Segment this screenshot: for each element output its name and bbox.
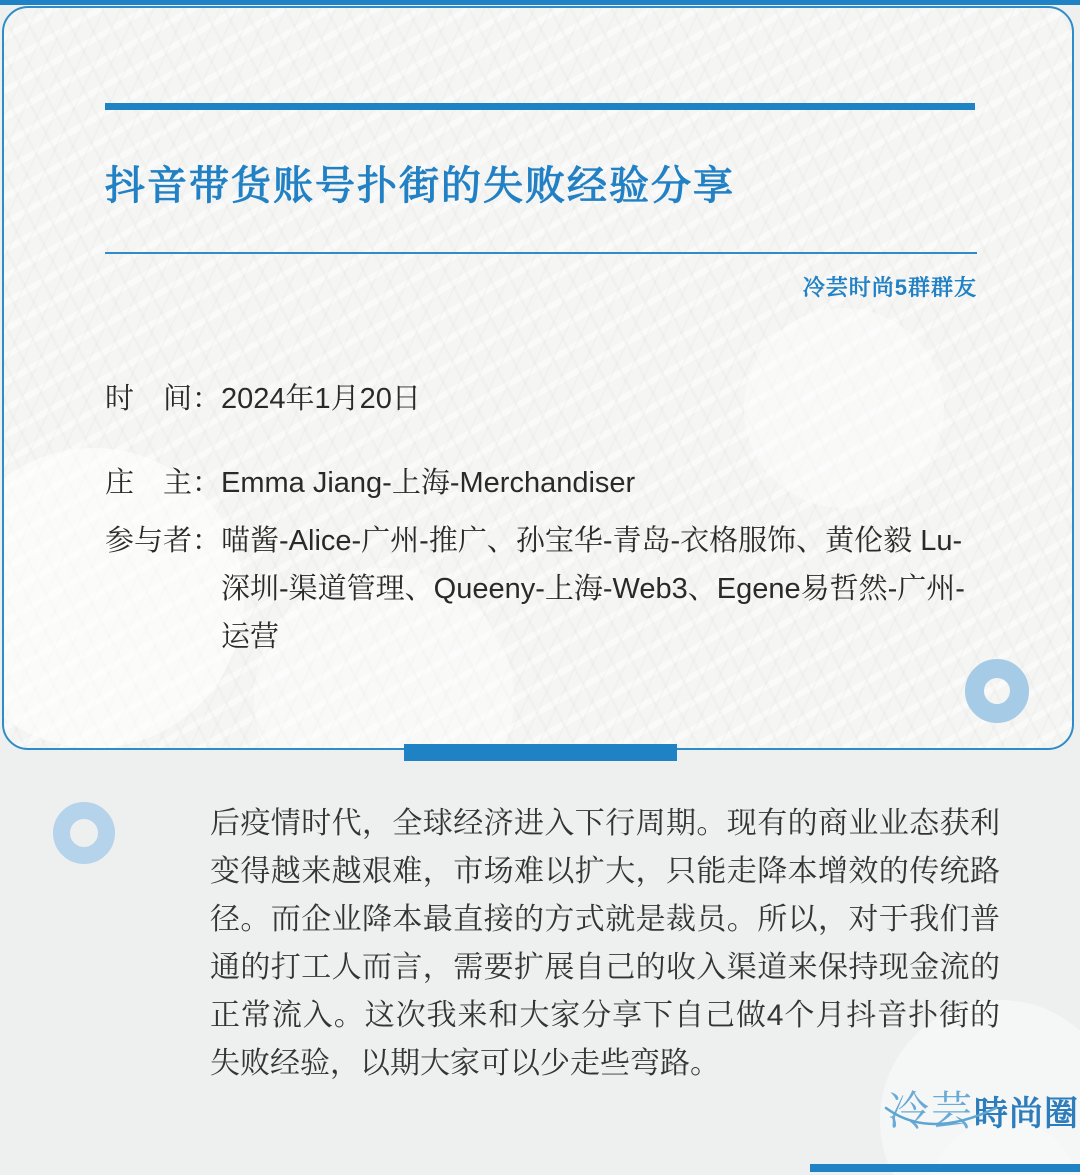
- meta-row-host: [105, 459, 977, 507]
- meta-label-time: 时 间：: [105, 383, 222, 415]
- brand-logo: [888, 1078, 1079, 1137]
- meta-value-host: Emma Jiang-上海-Merchandiser: [221, 467, 636, 499]
- title-bottom-rule: [105, 252, 977, 254]
- top-accent-bar: [0, 0, 1080, 5]
- meta-row-time: [105, 375, 977, 423]
- brand-logo-text-bold: 時尚圈: [974, 1095, 1079, 1133]
- meta-section: [105, 375, 977, 661]
- ring-decoration-left: [53, 802, 115, 864]
- meta-row-participants: [105, 517, 977, 661]
- page-title: 抖音带货账号扑街的失败经验分享: [105, 164, 735, 208]
- ring-decoration-right: [965, 659, 1029, 723]
- bottom-accent-bar: [810, 1164, 1080, 1172]
- title-top-rule: [105, 103, 975, 110]
- card-bottom-divider: [404, 744, 677, 761]
- meta-value-time: 2024年1月20日: [221, 383, 421, 415]
- meta-label-participants: 参与者：: [105, 525, 222, 557]
- header-card: [2, 6, 1074, 750]
- intro-paragraph: 后疫情时代，全球经济进入下行周期。现有的商业业态获利变得越来越艰难，市场难以扩大，只能走降本增效的传统路径。而企业降本最直接的方式就是裁员。所以，对于我们普通的打工人而言，需要扩展自己的收入渠道来保持现金流的正常流入。这次我来和大家分享下自己做4个月抖音扑街的失败经验，以期大家可以少走些弯路。: [210, 807, 1000, 1080]
- byline: 冷芸时尚5群群友: [802, 275, 977, 300]
- meta-value-participants: 喵酱-Alice-广州-推广、孙宝华-青岛-衣格服饰、黄伦毅 Lu-深圳-渠道管理、Queeny-上海-Web3、Egene易哲然-广州-运营: [221, 525, 965, 653]
- meta-label-host: 庄 主：: [105, 467, 222, 499]
- brand-logo-text-light: 冷芸: [888, 1088, 974, 1134]
